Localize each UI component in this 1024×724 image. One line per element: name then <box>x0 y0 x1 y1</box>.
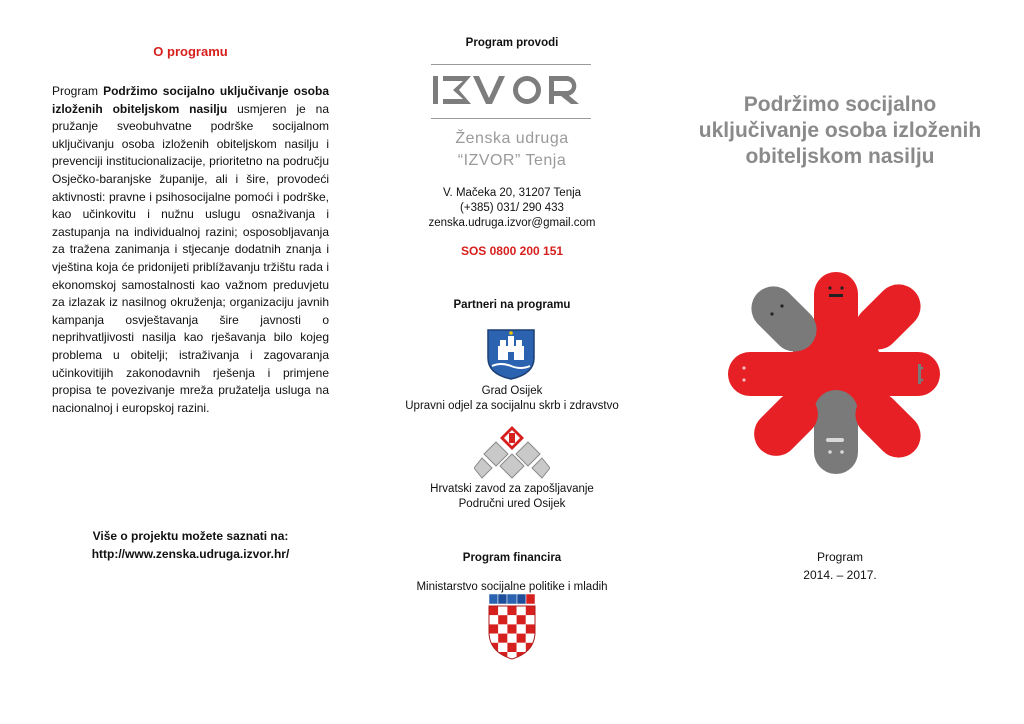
program-label: Program <box>816 550 863 564</box>
chequy-square <box>489 624 498 633</box>
about-intro: Program <box>52 84 104 98</box>
financira-heading: Program financira <box>462 552 562 564</box>
chequy-square <box>489 615 498 624</box>
partners-heading: Partneri na programu <box>453 299 571 311</box>
logo-rule-top <box>431 64 591 65</box>
chequy-square <box>507 615 516 624</box>
chequy-square <box>498 606 507 615</box>
izvor-logo <box>431 72 591 108</box>
chequy-square <box>526 615 535 624</box>
more-info-url[interactable]: http://www.zenska.udruga.izvor.hr/ <box>91 547 290 561</box>
chequy-square <box>507 606 516 615</box>
chequy-square <box>517 634 526 643</box>
croatia-coat-of-arms-icon <box>486 594 540 660</box>
program-years: 2014. – 2017. <box>803 568 877 582</box>
chequy-square <box>489 606 498 615</box>
chequy-square <box>498 624 507 633</box>
partner1 <box>398 384 626 414</box>
address: V. Mačeka 20, 31207 Tenja <box>442 187 582 199</box>
chequy-square <box>526 624 535 633</box>
chequy-square <box>517 643 526 652</box>
chequy-square <box>489 652 498 660</box>
red-flower-figures-illustration <box>728 268 940 478</box>
partner1-line2: Upravni odjel za socijalnu skrb i zdravstvo <box>405 400 619 412</box>
about-body: usmjeren je na pružanje sveobuhvatne podrške socijalnom uključivanju osoba izloženih obiteljskom nasilju i prevenciji institucionalizacije, prioritetno na području Osječko-baranjske županije, ali i šire, provodeći aktivnosti: pravne i psihosocijalne pomoći i podrške, kao učinkovitu i nužnu uslugu osnaživanja i zastupanja na individualnoj razini; osposobljavanja za tražena zanimanja i stjecanje dodatnih znanja i vještina koja će pridonijeti priblížavanju tržištu rada i ekonomskoj samostalnosti kao važnom preduvjetu za izlazak iz nasilnog okruženja; organizaciju javnih kampanja osvještavanja šire javnosti o neprihvatljivosti nasilja kao rješavanja bilo kojeg problema u obitelji; istraživanja i zagovaranja učinkovitijih zakonodavnih rješenja i primjene propisa te povezivanje mreža pružatelja usluga na nacionalnoj i europskoj razini. <box>52 101 329 415</box>
org-name <box>398 128 626 172</box>
about-heading: O programu <box>153 44 228 59</box>
phone: (+385) 031/ 290 433 <box>460 202 564 214</box>
partner2 <box>398 482 626 512</box>
hzz-logo-icon <box>474 424 550 482</box>
chequy-square <box>517 606 526 615</box>
contact-block <box>398 186 626 231</box>
chequy-square <box>526 606 535 615</box>
more-info-label: Više o projektu možete saznati na: <box>92 529 289 543</box>
chequy-square <box>526 652 535 660</box>
chequy-square <box>498 643 507 652</box>
provodi-heading: Program provodi <box>465 37 559 49</box>
osijek-coat-of-arms-icon <box>486 328 536 380</box>
sos-line: SOS 0800 200 151 <box>460 244 564 258</box>
org-line2: “IZVOR” Tenja <box>457 152 567 169</box>
chequy-square <box>507 643 516 652</box>
program-period <box>690 548 990 584</box>
chequy-square <box>517 624 526 633</box>
chequy-square <box>507 624 516 633</box>
email[interactable]: zenska.udruga.izvor@gmail.com <box>428 217 596 229</box>
chequy-square <box>517 615 526 624</box>
logo-rule-bottom <box>431 118 591 119</box>
chequy-square <box>507 634 516 643</box>
cover-title: Podržimo socijalno uključivanje osoba izloženih obiteljskom nasilju <box>698 93 982 168</box>
funder: Ministarstvo socijalne politike i mladih <box>416 581 608 593</box>
org-line1: Ženska udruga <box>455 130 569 147</box>
partner1-line1: Grad Osijek <box>481 385 543 397</box>
about-program-name: Podržimo socijalno uključivanje osoba izloženih obiteljskom nasilju <box>52 84 329 116</box>
about-text <box>52 83 329 417</box>
chequy-square <box>498 634 507 643</box>
chequy-square <box>498 615 507 624</box>
partner2-line2: Područni ured Osijek <box>458 498 566 510</box>
more-info <box>52 527 329 563</box>
partner2-line1: Hrvatski zavod za zapošljavanje <box>430 483 594 495</box>
